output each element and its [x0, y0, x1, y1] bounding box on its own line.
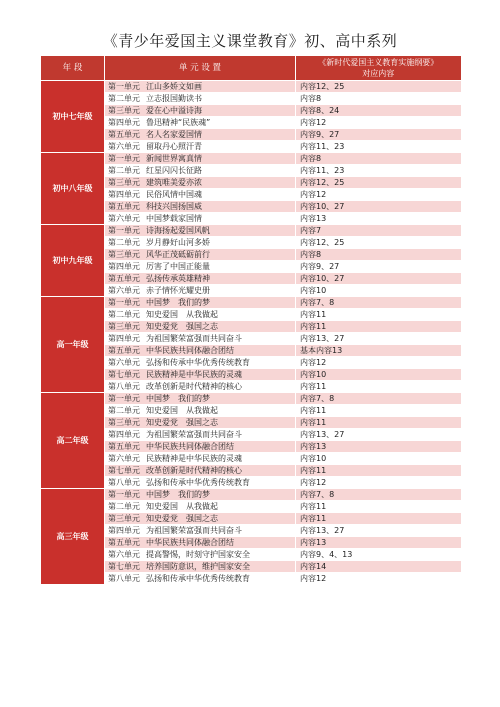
unit-cell	[105, 549, 296, 561]
unit-name: 为祖国繁荣富强而共同奋斗	[146, 334, 242, 343]
content-cell: 内容9、4、13	[296, 549, 461, 561]
unit-number: 第三单元	[108, 106, 140, 115]
unit-name: 红星闪闪长征路	[146, 166, 202, 175]
content-cell: 内容13、27	[296, 333, 461, 345]
content-cell: 内容11	[296, 405, 461, 417]
unit-cell	[105, 213, 296, 225]
content-cell: 内容11	[296, 309, 461, 321]
content-cell: 内容11	[296, 417, 461, 429]
unit-number: 第六单元	[108, 214, 140, 223]
header-grade: 年 段	[41, 56, 105, 81]
content-cell: 内容12	[296, 477, 461, 489]
header-content-line1: 《新时代爱国主义教育实施纲要》	[318, 58, 439, 67]
unit-cell	[105, 417, 296, 429]
unit-cell	[105, 477, 296, 489]
unit-number: 第七单元	[108, 466, 140, 475]
content-cell: 内容13	[296, 537, 461, 549]
unit-name: 为祖国繁荣富强而共同奋斗	[146, 430, 242, 439]
unit-name: 科技兴国扬国威	[146, 202, 202, 211]
content-cell: 内容13	[296, 213, 461, 225]
unit-number: 第七单元	[108, 562, 140, 571]
unit-name: 提高警惕，时刻守护国家安全	[146, 550, 250, 559]
content-cell: 内容10、27	[296, 201, 461, 213]
content-cell: 内容10、27	[296, 273, 461, 285]
unit-number: 第五单元	[108, 346, 140, 355]
grade-cell: 初中七年级	[41, 81, 105, 153]
unit-number: 第二单元	[108, 94, 140, 103]
unit-number: 第一单元	[108, 226, 140, 235]
unit-number: 第三单元	[108, 250, 140, 259]
header-content-line2: 对应内容	[362, 69, 395, 78]
unit-number: 第一单元	[108, 490, 140, 499]
unit-name: 立志报国勤读书	[146, 94, 202, 103]
unit-number: 第二单元	[108, 310, 140, 319]
unit-number: 第一单元	[108, 394, 140, 403]
unit-cell	[105, 429, 296, 441]
unit-cell	[105, 201, 296, 213]
unit-name: 弘扬和传承中华优秀传统教育	[146, 478, 250, 487]
unit-cell	[105, 393, 296, 405]
unit-cell	[105, 177, 296, 189]
unit-number: 第三单元	[108, 418, 140, 427]
content-cell: 内容7	[296, 225, 461, 237]
content-cell: 内容7、8	[296, 489, 461, 501]
unit-number: 第二单元	[108, 406, 140, 415]
unit-cell	[105, 489, 296, 501]
unit-number: 第一单元	[108, 82, 140, 91]
unit-cell	[105, 93, 296, 105]
unit-number: 第五单元	[108, 202, 140, 211]
content-cell: 内容9、27	[296, 129, 461, 141]
unit-number: 第一单元	[108, 298, 140, 307]
unit-cell	[105, 321, 296, 333]
unit-name: 知史爱党 强国之志	[146, 418, 218, 427]
unit-cell	[105, 345, 296, 357]
unit-name: 培养国防意识，维护国家安全	[146, 562, 250, 571]
unit-cell	[105, 129, 296, 141]
content-cell: 内容7、8	[296, 297, 461, 309]
content-cell: 内容12、25	[296, 177, 461, 189]
unit-cell	[105, 309, 296, 321]
content-cell: 内容7、8	[296, 393, 461, 405]
unit-cell	[105, 237, 296, 249]
content-cell: 内容13	[296, 441, 461, 453]
content-cell: 内容9、27	[296, 261, 461, 273]
unit-name: 民俗风情中国魂	[146, 190, 202, 199]
unit-cell	[105, 405, 296, 417]
table-row	[41, 297, 461, 309]
unit-number: 第四单元	[108, 430, 140, 439]
unit-name: 爱在心中溢诗海	[146, 106, 202, 115]
unit-cell	[105, 285, 296, 297]
unit-number: 第二单元	[108, 502, 140, 511]
content-cell: 内容11	[296, 513, 461, 525]
unit-name: 改革创新是时代精神的核心	[146, 466, 242, 475]
unit-cell	[105, 153, 296, 165]
content-cell: 内容12	[296, 189, 461, 201]
unit-number: 第二单元	[108, 166, 140, 175]
unit-cell	[105, 261, 296, 273]
grade-cell: 初中八年级	[41, 153, 105, 225]
unit-name: 知史爱党 强国之志	[146, 514, 218, 523]
unit-cell	[105, 249, 296, 261]
unit-number: 第四单元	[108, 526, 140, 535]
content-cell: 内容8、24	[296, 105, 461, 117]
unit-name: 江山多娇文如画	[146, 82, 202, 91]
unit-name: 知史爱党 强国之志	[146, 322, 218, 331]
content-cell: 内容11、23	[296, 165, 461, 177]
table-header-row	[41, 56, 461, 81]
unit-number: 第六单元	[108, 142, 140, 151]
content-cell: 内容11	[296, 465, 461, 477]
unit-number: 第八单元	[108, 574, 140, 583]
unit-cell	[105, 573, 296, 585]
unit-number: 第三单元	[108, 514, 140, 523]
unit-name: 中国梦 我们的梦	[146, 394, 210, 403]
unit-name: 中华民族共同体融合团结	[146, 442, 234, 451]
content-cell: 内容12、25	[296, 81, 461, 93]
unit-name: 中国梦 我们的梦	[146, 298, 210, 307]
unit-cell	[105, 189, 296, 201]
content-cell: 内容12	[296, 573, 461, 585]
unit-number: 第二单元	[108, 238, 140, 247]
unit-cell	[105, 465, 296, 477]
page-title: 《青少年爱国主义课堂教育》初、高中系列	[102, 32, 398, 50]
table-row	[41, 393, 461, 405]
unit-name: 弘扬和传承中华优秀传统教育	[146, 574, 250, 583]
unit-number: 第一单元	[108, 154, 140, 163]
unit-cell	[105, 165, 296, 177]
curriculum-table	[40, 56, 461, 585]
unit-name: 赤子情怀光耀史册	[146, 286, 210, 295]
content-cell: 内容11、23	[296, 141, 461, 153]
unit-name: 民族精神是中华民族的灵魂	[146, 454, 242, 463]
unit-number: 第四单元	[108, 190, 140, 199]
content-cell: 内容12	[296, 117, 461, 129]
table-row	[41, 81, 461, 93]
content-cell: 内容8	[296, 249, 461, 261]
unit-name: 改革创新是时代精神的核心	[146, 382, 242, 391]
unit-number: 第六单元	[108, 286, 140, 295]
unit-cell	[105, 333, 296, 345]
unit-name: 建筑唯美爱亦浓	[146, 178, 202, 187]
unit-cell	[105, 561, 296, 573]
grade-cell: 初中九年级	[41, 225, 105, 297]
unit-cell	[105, 369, 296, 381]
content-cell: 内容8	[296, 153, 461, 165]
unit-name: 诗海扬起爱国风帆	[146, 226, 210, 235]
content-cell: 内容12、25	[296, 237, 461, 249]
unit-cell	[105, 525, 296, 537]
table-body	[41, 81, 461, 585]
unit-cell	[105, 357, 296, 369]
unit-name: 中国梦载家国情	[146, 214, 202, 223]
unit-number: 第六单元	[108, 550, 140, 559]
unit-cell	[105, 117, 296, 129]
unit-name: 为祖国繁荣富强而共同奋斗	[146, 526, 242, 535]
unit-name: 知史爱国 从我做起	[146, 502, 218, 511]
unit-name: 名人名家爱国情	[146, 130, 202, 139]
unit-number: 第六单元	[108, 358, 140, 367]
unit-name: 中国梦 我们的梦	[146, 490, 210, 499]
unit-name: 民族精神是中华民族的灵魂	[146, 370, 242, 379]
content-cell: 内容8	[296, 93, 461, 105]
header-content	[296, 56, 461, 81]
content-cell: 内容13、27	[296, 429, 461, 441]
table-row	[41, 489, 461, 501]
unit-name: 厉害了中国正能量	[146, 262, 210, 271]
grade-cell: 高一年级	[41, 297, 105, 393]
unit-cell	[105, 297, 296, 309]
content-cell: 内容10	[296, 453, 461, 465]
grade-cell: 高二年级	[41, 393, 105, 489]
header-unit: 单 元 设 置	[105, 56, 296, 81]
unit-cell	[105, 81, 296, 93]
content-cell: 内容11	[296, 501, 461, 513]
unit-cell	[105, 513, 296, 525]
content-cell: 内容14	[296, 561, 461, 573]
table-row	[41, 153, 461, 165]
content-cell: 内容12	[296, 357, 461, 369]
unit-name: 弘扬和传承中华优秀传统教育	[146, 358, 250, 367]
unit-number: 第四单元	[108, 262, 140, 271]
unit-cell	[105, 441, 296, 453]
unit-cell	[105, 453, 296, 465]
unit-name: 知史爱国 从我做起	[146, 406, 218, 415]
content-cell: 基本内容13	[296, 345, 461, 357]
unit-name: 弘扬传承英雄精神	[146, 274, 210, 283]
unit-number: 第五单元	[108, 274, 140, 283]
unit-cell	[105, 105, 296, 117]
unit-number: 第四单元	[108, 334, 140, 343]
unit-name: 中华民族共同体融合团结	[146, 346, 234, 355]
content-cell: 内容11	[296, 321, 461, 333]
unit-cell	[105, 141, 296, 153]
unit-number: 第四单元	[108, 118, 140, 127]
unit-name: 鲁迅精神“民族魂”	[146, 118, 211, 127]
unit-name: 新闻世界寓真情	[146, 154, 202, 163]
unit-name: 知史爱国 从我做起	[146, 310, 218, 319]
unit-cell	[105, 225, 296, 237]
unit-name: 风华正茂砥砺前行	[146, 250, 210, 259]
unit-number: 第五单元	[108, 538, 140, 547]
unit-number: 第八单元	[108, 478, 140, 487]
unit-number: 第七单元	[108, 370, 140, 379]
unit-cell	[105, 381, 296, 393]
unit-number: 第五单元	[108, 130, 140, 139]
unit-name: 中华民族共同体融合团结	[146, 538, 234, 547]
unit-name: 留取丹心照汗青	[146, 142, 202, 151]
content-cell: 内容10	[296, 285, 461, 297]
table-row	[41, 225, 461, 237]
unit-name: 岁月静好山河多娇	[146, 238, 210, 247]
grade-cell: 高三年级	[41, 489, 105, 585]
unit-number: 第八单元	[108, 382, 140, 391]
unit-number: 第三单元	[108, 322, 140, 331]
content-cell: 内容11	[296, 381, 461, 393]
unit-cell	[105, 273, 296, 285]
unit-number: 第五单元	[108, 442, 140, 451]
unit-number: 第三单元	[108, 178, 140, 187]
content-cell: 内容10	[296, 369, 461, 381]
unit-cell	[105, 501, 296, 513]
content-cell: 内容13、27	[296, 525, 461, 537]
unit-number: 第六单元	[108, 454, 140, 463]
unit-cell	[105, 537, 296, 549]
